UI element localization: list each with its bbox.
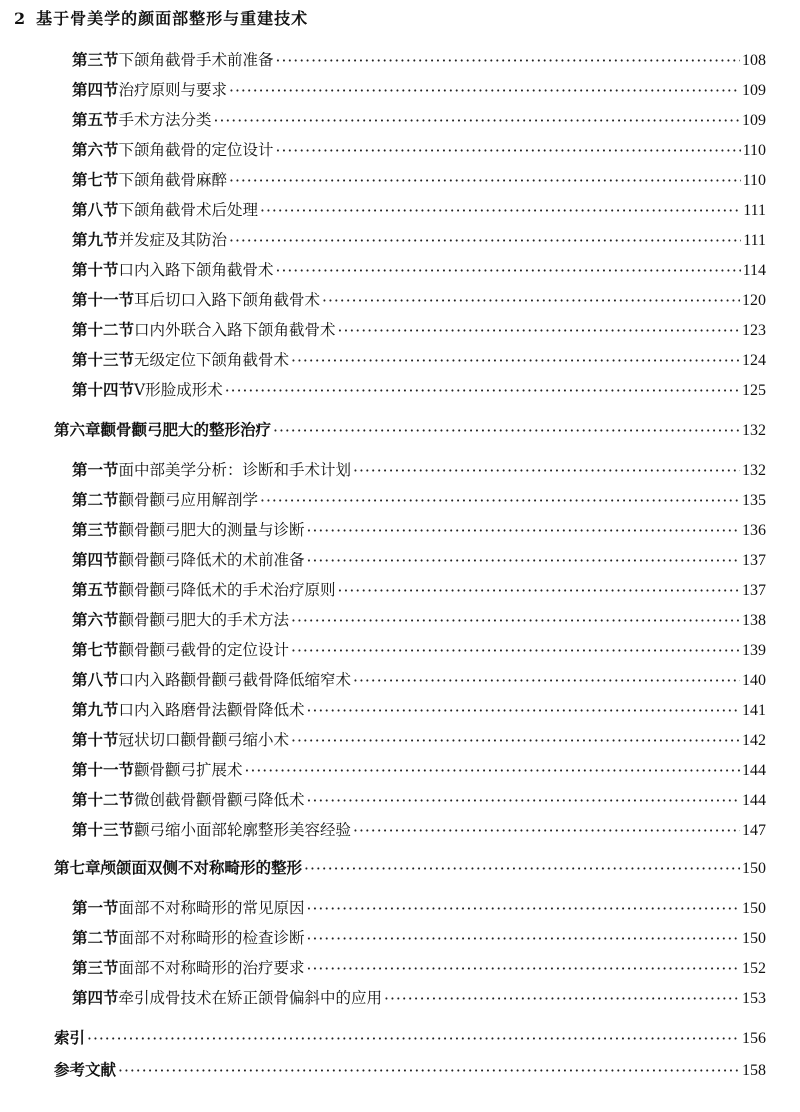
toc-entry-title: 手术方法分类 xyxy=(118,111,212,129)
toc-entry-title: 颧骨颧弓应用解剖学 xyxy=(118,491,259,509)
dot-leader xyxy=(338,582,740,600)
dot-leader xyxy=(118,1062,740,1080)
dot-leader xyxy=(276,52,740,70)
toc-entry-title: 颧骨颧弓截骨的定位设计 xyxy=(118,641,290,659)
toc-entry-number: 第十一节 xyxy=(72,760,135,779)
toc-entry-page: 137 xyxy=(742,582,766,599)
dot-leader xyxy=(214,112,740,130)
toc-entry-page: 140 xyxy=(742,672,766,689)
toc-section-entry[interactable] xyxy=(72,194,766,220)
toc-entry-page: 124 xyxy=(742,352,766,369)
toc-entry-page: 156 xyxy=(742,1030,766,1047)
toc-entry-number: 第十四节 xyxy=(72,380,135,399)
dot-leader xyxy=(276,142,741,160)
toc-entry-number: 第六章 xyxy=(54,420,101,439)
toc-entry-title: V形脸成形术 xyxy=(134,381,223,399)
dot-leader xyxy=(291,642,740,660)
dot-leader xyxy=(291,612,740,630)
toc-entry-page: 150 xyxy=(742,860,766,877)
toc-entry-title: 下颌角截骨手术前准备 xyxy=(118,51,274,69)
toc-entry-number: 第十节 xyxy=(72,730,119,749)
book-title: 基于骨美学的颜面部整形与重建技术 xyxy=(36,9,309,28)
toc-entry-title: 面部不对称畸形的常见原因 xyxy=(118,899,305,917)
toc-entry-title: 下颌角截骨的定位设计 xyxy=(118,141,274,159)
toc-entry-title: 耳后切口入路下颌角截骨术 xyxy=(134,291,321,309)
toc-entry-number: 第三节 xyxy=(72,958,119,977)
toc-chapter-entry[interactable] xyxy=(54,414,766,440)
running-header xyxy=(14,6,780,32)
toc-entry-title: 口内入路磨骨法颧骨降低术 xyxy=(118,701,305,719)
toc-entry-title: 参考文献 xyxy=(54,1060,117,1079)
dot-leader xyxy=(260,202,741,220)
toc-entry-title: 索引 xyxy=(54,1028,86,1047)
toc-section-entry[interactable] xyxy=(72,814,766,840)
toc-section-entry[interactable] xyxy=(72,254,766,280)
toc-entry-page: 141 xyxy=(742,702,766,719)
toc-entry-title: 并发症及其防治 xyxy=(118,231,228,249)
toc-entry-page: 110 xyxy=(742,172,766,189)
toc-entry-number: 第十节 xyxy=(72,260,119,279)
toc-entry-page: 114 xyxy=(742,262,766,279)
dot-leader xyxy=(291,732,740,750)
toc-backmatter-entry[interactable] xyxy=(54,1022,766,1048)
dot-leader xyxy=(307,522,740,540)
toc-entry-number: 第四节 xyxy=(72,550,119,569)
toc-section-entry[interactable] xyxy=(72,314,766,340)
toc-entry-title: 颧骨颧弓扩展术 xyxy=(134,761,243,779)
dot-leader xyxy=(307,792,740,810)
dot-leader xyxy=(307,552,740,570)
toc-entry-title: 面部不对称畸形的治疗要求 xyxy=(118,959,305,977)
toc-entry-number: 第一节 xyxy=(72,898,119,917)
toc-section-entry[interactable] xyxy=(72,44,766,70)
toc-entry-title: 颧骨颧弓降低术的术前准备 xyxy=(118,551,305,569)
toc-entry-page: 158 xyxy=(742,1062,766,1079)
toc-entry-number: 第七节 xyxy=(72,640,119,659)
toc-entry-number: 第二节 xyxy=(72,490,119,509)
toc-entry-page: 142 xyxy=(742,732,766,749)
toc-section-entry[interactable] xyxy=(72,164,766,190)
toc-entry-number: 第三节 xyxy=(72,520,119,539)
toc-section-entry[interactable] xyxy=(72,544,766,570)
toc-entry-number: 第八节 xyxy=(72,200,119,219)
toc-section-entry[interactable] xyxy=(72,892,766,918)
dot-leader xyxy=(322,292,740,310)
toc-entry-title: 颧骨颧弓降低术的手术治疗原则 xyxy=(118,581,336,599)
toc-entry-page: 120 xyxy=(742,292,766,309)
toc-entry-page: 153 xyxy=(742,990,766,1007)
toc-entry-page: 136 xyxy=(742,522,766,539)
toc-entry-title: 颧弓缩小面部轮廓整形美容经验 xyxy=(134,821,352,839)
toc-entry-number: 第九节 xyxy=(72,700,119,719)
toc-section-entry[interactable] xyxy=(72,344,766,370)
toc-entry-number: 第四节 xyxy=(72,988,119,1007)
toc-entry-title: 口内外联合入路下颌角截骨术 xyxy=(134,321,336,339)
toc-entry-page: 123 xyxy=(742,322,766,339)
dot-leader xyxy=(260,492,740,510)
toc-entry-page: 152 xyxy=(742,960,766,977)
toc-entry-number: 第十一节 xyxy=(72,290,135,309)
toc-entry-title: 下颌角截骨麻醉 xyxy=(118,171,228,189)
toc-section-entry[interactable] xyxy=(72,604,766,630)
toc-entry-number: 第七节 xyxy=(72,170,119,189)
dot-leader xyxy=(229,172,741,190)
toc-entry-number: 第一节 xyxy=(72,460,119,479)
toc-entry-title: 颅颌面双侧不对称畸形的整形 xyxy=(100,858,303,877)
page-number: 2 xyxy=(14,9,27,28)
toc-entry-title: 口内入路下颌角截骨术 xyxy=(118,261,274,279)
toc-section-entry[interactable] xyxy=(72,724,766,750)
toc-entry-title: 颧骨颧弓肥大的手术方法 xyxy=(118,611,290,629)
toc-entry-number: 第十三节 xyxy=(72,820,135,839)
toc-backmatter-entry[interactable] xyxy=(54,1054,766,1080)
toc-entry-page: 135 xyxy=(742,492,766,509)
toc-section-entry[interactable] xyxy=(72,754,766,780)
dot-leader xyxy=(307,930,740,948)
toc-entry-page: 137 xyxy=(742,552,766,569)
toc-section-entry[interactable] xyxy=(72,664,766,690)
dot-leader xyxy=(353,672,740,690)
toc-entry-page: 147 xyxy=(742,822,766,839)
toc-entry-number: 第九节 xyxy=(72,230,119,249)
toc-section-entry[interactable] xyxy=(72,922,766,948)
toc-entry-page: 125 xyxy=(742,382,766,399)
dot-leader xyxy=(304,860,740,878)
toc-section-entry[interactable] xyxy=(72,374,766,400)
dot-leader xyxy=(338,322,740,340)
toc-entry-number: 第四节 xyxy=(72,80,119,99)
toc-entry-number: 第二节 xyxy=(72,928,119,947)
toc-entry-page: 108 xyxy=(742,52,766,69)
toc-entry-title: 下颌角截骨术后处理 xyxy=(118,201,259,219)
toc-entry-page: 138 xyxy=(742,612,766,629)
toc-section-entry[interactable] xyxy=(72,484,766,510)
toc-section-entry[interactable] xyxy=(72,694,766,720)
toc-entry-title: 口内入路颧骨颧弓截骨降低缩窄术 xyxy=(118,671,352,689)
toc-entry-number: 第十三节 xyxy=(72,350,135,369)
toc-entry-title: 颧骨颧弓肥大的整形治疗 xyxy=(100,420,272,439)
toc-entry-page: 109 xyxy=(742,82,766,99)
toc-entry-page: 150 xyxy=(742,930,766,947)
toc-entry-number: 第六节 xyxy=(72,140,119,159)
toc-entry-number: 第五节 xyxy=(72,580,119,599)
dot-leader xyxy=(291,352,740,370)
toc-entry-page: 144 xyxy=(742,792,766,809)
dot-leader xyxy=(307,702,740,720)
toc-entry-title: 面中部美学分析：诊断和手术计划 xyxy=(118,461,352,479)
dot-leader xyxy=(245,762,740,780)
toc-section-entry[interactable] xyxy=(72,224,766,250)
toc-entry-number: 第六节 xyxy=(72,610,119,629)
toc-entry-page: 139 xyxy=(742,642,766,659)
toc-entry-number: 第十二节 xyxy=(72,320,135,339)
toc-entry-number: 第八节 xyxy=(72,670,119,689)
toc-section-entry[interactable] xyxy=(72,104,766,130)
toc-entry-page: 111 xyxy=(743,232,766,249)
toc-section-entry[interactable] xyxy=(72,574,766,600)
toc-entry-title: 冠状切口颧骨颧弓缩小术 xyxy=(118,731,290,749)
toc-entry-number: 第十二节 xyxy=(72,790,135,809)
toc-entry-number: 第五节 xyxy=(72,110,119,129)
toc-entry-title: 治疗原则与要求 xyxy=(118,81,228,99)
dot-leader xyxy=(353,462,740,480)
toc-section-entry[interactable] xyxy=(72,952,766,978)
dot-leader xyxy=(87,1030,740,1048)
toc-section-entry[interactable] xyxy=(72,134,766,160)
toc-entry-title: 面部不对称畸形的检查诊断 xyxy=(118,929,305,947)
toc-section-entry[interactable] xyxy=(72,784,766,810)
toc-entry-page: 132 xyxy=(742,462,766,479)
toc-section-entry[interactable] xyxy=(72,982,766,1008)
toc-entry-title: 颧骨颧弓肥大的测量与诊断 xyxy=(118,521,305,539)
toc-chapter-entry[interactable] xyxy=(54,852,766,878)
dot-leader xyxy=(307,900,740,918)
toc-entry-title: 牵引成骨技术在矫正颌骨偏斜中的应用 xyxy=(118,989,383,1007)
dot-leader xyxy=(276,262,741,280)
toc-section-entry[interactable] xyxy=(72,634,766,660)
toc-entry-title: 微创截骨颧骨颧弓降低术 xyxy=(134,791,305,809)
toc-entry-page: 111 xyxy=(743,202,766,219)
dot-leader xyxy=(384,990,740,1008)
toc-entry-number: 第三节 xyxy=(72,50,119,69)
dot-leader xyxy=(229,82,740,100)
toc-entry-page: 110 xyxy=(742,142,766,159)
toc-entry-page: 109 xyxy=(742,112,766,129)
toc-entry-title: 无级定位下颌角截骨术 xyxy=(134,351,290,369)
dot-leader xyxy=(353,822,740,840)
dot-leader xyxy=(307,960,740,978)
dot-leader xyxy=(229,232,741,250)
toc-entry-number: 第七章 xyxy=(54,858,101,877)
toc-entry-page: 132 xyxy=(742,422,766,439)
toc-section-entry[interactable] xyxy=(72,284,766,310)
toc-entry-page: 144 xyxy=(742,762,766,779)
toc-entry-page: 150 xyxy=(742,900,766,917)
toc-section-entry[interactable] xyxy=(72,74,766,100)
dot-leader xyxy=(273,422,740,440)
toc-section-entry[interactable] xyxy=(72,514,766,540)
dot-leader xyxy=(225,382,740,400)
toc-section-entry[interactable] xyxy=(72,454,766,480)
